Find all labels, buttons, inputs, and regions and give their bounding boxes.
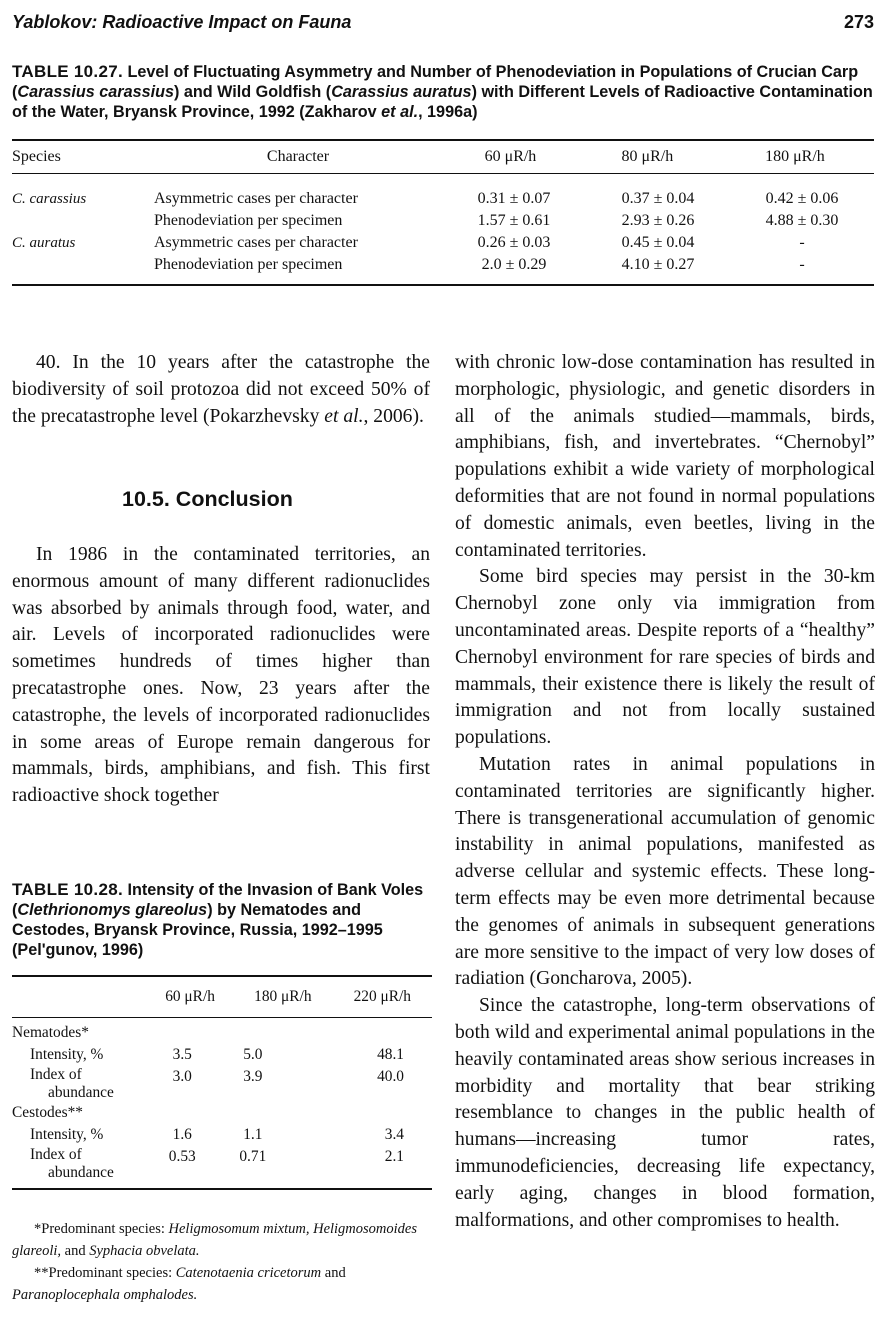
table-10-28-caption — [12, 880, 432, 960]
caption-text: ) and Wild Goldfish ( — [173, 83, 332, 101]
body-paragraph: Since the catastrophe, long-term observations of both wild and experimental animal populations in the heavily contaminated areas show serious increases in morbidity and mortality that bear striking resemblance to changes in the public health of humans—increasing tumor rates, immunodeficiencies, decreasing life expectancy, early aging, changes in blood formation, malformations, and other compromises to health. — [455, 995, 875, 1231]
caption-etal: et al. — [381, 103, 419, 121]
row-label — [12, 1146, 147, 1182]
body-paragraph: Some bird species may persist in the 30-km Chernobyl zone only via immigration from uncontaminated areas. Despite reports of a “healthy” Chernobyl environment for rare species of birds and mammals, their existence there is likely the result of immigration and not from locally sustained populations. — [455, 566, 875, 749]
running-head-title: Yablokov: Radioactive Impact on Fauna — [12, 11, 352, 32]
footnote-text: **Predominant species: — [34, 1265, 176, 1281]
table-cell: 0.53 — [168, 1148, 196, 1165]
caption-species: Clethrionomys glareolus — [17, 901, 208, 919]
table-cell: 0.45 ± 0.04 — [621, 234, 695, 251]
row-label: Intensity, % — [30, 1046, 104, 1063]
table-row — [12, 254, 874, 276]
left-column-top — [12, 350, 430, 430]
table-cell: 0.26 ± 0.03 — [477, 234, 551, 251]
table-cell: 4.88 ± 0.30 — [765, 212, 839, 229]
caption-text: ) with Different Levels of Radioactive Contamination of the Water, Bryansk Province, 1992 (Zakharov — [12, 83, 873, 121]
table-cell — [12, 210, 154, 232]
row-label-line: abundance — [48, 1164, 114, 1181]
row-label-line: abundance — [48, 1084, 114, 1101]
table-group-row — [12, 1102, 432, 1124]
table-group-row — [12, 1022, 432, 1044]
table-cell: 3.4 — [384, 1126, 404, 1143]
column-header: 80 μR/h — [621, 148, 674, 165]
table-10-28 — [12, 975, 432, 1190]
footnote-species: Heligmosomum mixtum, Heligmosomoides glareoli, — [12, 1221, 418, 1259]
body-paragraph: Mutation rates in animal populations in contaminated territories are significantly higher. There is transgenerational accumulation of genomic instability in animal populations, manifested as adverse cellular and systemic effects. These long-term effects may be even more detrimental because the genomes of animals in subsequent generations are more sensitive to the impact of very low doses of radiation (Goncharova, 2005). — [455, 753, 875, 990]
caption-text: Intensity of the Invasion of Bank Voles ( — [12, 881, 424, 919]
column-header: Species — [12, 148, 61, 165]
footnote-text: and — [61, 1243, 90, 1259]
section-heading: 10.5. Conclusion — [122, 487, 293, 511]
caption-text: ) by Nematodes and Cestodes, Bryansk Province, Russia, 1992–1995 (Pel'gunov, 1996) — [12, 901, 383, 959]
table-cell: 1.6 — [172, 1126, 192, 1143]
table-row — [12, 1066, 432, 1102]
table-cell: 2.93 ± 0.26 — [621, 212, 695, 229]
body-paragraph: In 1986 in the contaminated territories, an enormous amount of many different radionuclides was absorbed by animals through food, water, and air. Levels of incorporated radionuclides were sometimes hundreds of times higher than precatastrophe ones. Now, 23 years after the catastrophe, the levels of incorporated radionuclides in some areas of Europe remain dangerous for mammals, birds, amphibians, and fish. This first radioactive shock together — [12, 544, 430, 807]
left-column-conclusion — [12, 542, 430, 810]
caption-text: , 1996a) — [418, 103, 478, 121]
table-row — [12, 188, 874, 210]
table-label: TABLE 10.28. — [12, 880, 123, 899]
table-label: TABLE 10.27. — [12, 62, 123, 81]
etal-text: et al. — [324, 405, 364, 427]
footnote-species: Catenotaenia cricetorum — [175, 1265, 322, 1281]
group-label: Cestodes** — [12, 1104, 83, 1121]
table-row — [12, 232, 874, 254]
footnote-text: *Predominant species: — [34, 1221, 169, 1237]
footnote-species: Paranoplocephala omphalodes. — [12, 1287, 198, 1303]
column-header — [12, 977, 147, 1017]
table-cell: 1.57 ± 0.61 — [477, 212, 551, 229]
caption-text: Level of Fluctuating Asymmetry and Number of Phenodeviation in Populations of Crucian Carp ( — [12, 63, 859, 101]
table-cell: Phenodeviation per specimen — [154, 212, 343, 229]
table-row — [12, 1124, 432, 1146]
table-cell: 5.0 — [243, 1046, 263, 1063]
table-cell: 40.0 — [377, 1068, 404, 1085]
column-header: 180 μR/h — [765, 148, 825, 165]
table-cell: - — [799, 234, 805, 251]
table-cell: - — [799, 256, 805, 273]
column-header: 180 μR/h — [254, 988, 312, 1005]
table-cell: 1.1 — [243, 1126, 263, 1143]
row-label: Intensity, % — [30, 1126, 104, 1143]
table-row — [12, 210, 874, 232]
table-cell: 0.37 ± 0.04 — [621, 190, 695, 207]
table-cell: Asymmetric cases per character — [154, 190, 358, 207]
footnote-text: and — [321, 1265, 346, 1281]
column-header: Character — [266, 148, 330, 165]
group-label: Nematodes* — [12, 1024, 89, 1041]
table-cell: 3.9 — [243, 1068, 263, 1085]
table-row — [12, 1146, 432, 1182]
table-cell: 0.31 ± 0.07 — [477, 190, 551, 207]
table-cell: 0.71 — [239, 1148, 267, 1165]
paragraph-text: , 2006). — [363, 405, 424, 427]
column-header: 220 μR/h — [353, 988, 411, 1005]
table-header-row — [12, 977, 432, 1017]
table-cell: Phenodeviation per specimen — [154, 256, 343, 273]
table-row — [12, 1044, 432, 1066]
table-10-27-caption — [12, 62, 874, 122]
row-label-line: Index of — [30, 1066, 82, 1083]
table-header-row — [12, 141, 874, 173]
table-cell: 0.42 ± 0.06 — [765, 190, 839, 207]
caption-species: Carassius carassius — [17, 83, 174, 101]
page-number: 273 — [843, 11, 874, 32]
column-header: 60 μR/h — [484, 148, 537, 165]
footnote — [12, 1262, 432, 1306]
table-cell: Asymmetric cases per character — [154, 234, 358, 251]
table-10-28-footnotes — [12, 1218, 432, 1306]
table-cell: 2.1 — [384, 1148, 404, 1165]
table-cell: C. auratus — [12, 235, 76, 251]
table-cell: 3.5 — [172, 1046, 192, 1063]
row-label-line: Index of — [30, 1146, 82, 1163]
table-cell: 2.0 ± 0.29 — [481, 256, 547, 273]
right-column — [455, 350, 875, 1234]
table-cell: 3.0 — [172, 1068, 192, 1085]
caption-species: Carassius auratus — [331, 83, 472, 101]
table-cell: C. carassius — [12, 191, 87, 207]
body-paragraph — [12, 350, 430, 430]
table-cell — [12, 254, 154, 276]
table-cell: 4.10 ± 0.27 — [621, 256, 695, 273]
table-10-27 — [12, 139, 874, 286]
body-paragraph: with chronic low-dose contamination has resulted in morphologic, physiologic, and genetic disorders in all of the animals studied—mammals, birds, amphibians, fish, and invertebrates. “Chernobyl” populations exhibit a wide variety of morphological deformities that are not found in normal populations of domestic animals, even beetles, living in the contaminated territories. — [455, 352, 875, 561]
footnote — [12, 1218, 432, 1262]
row-label — [12, 1066, 147, 1102]
column-header: 60 μR/h — [165, 988, 215, 1005]
footnote-species: Syphacia obvelata. — [89, 1243, 200, 1259]
paragraph-text: 40. In the 10 years after the catastrophe the biodiversity of soil protozoa did not exceed 50% of the precatastrophe level (Pokarzhevsky — [12, 352, 430, 427]
running-head — [12, 8, 874, 36]
table-cell: 48.1 — [377, 1046, 404, 1063]
